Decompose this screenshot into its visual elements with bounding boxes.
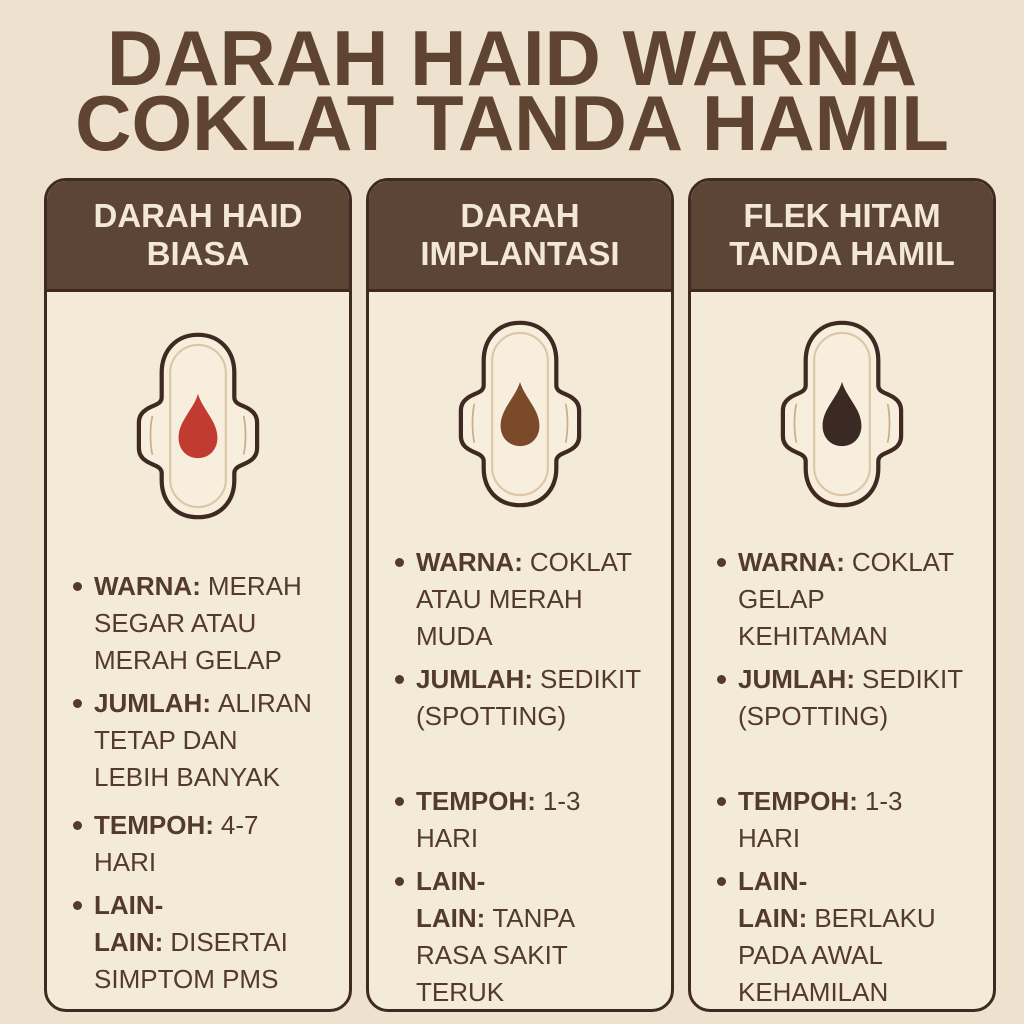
bullet-label: TEMPOH: [416,786,536,816]
pad-illustration [369,292,671,530]
bullet-label: WARNA: [94,571,201,601]
bullet-label: LAIN-LAIN: [416,866,486,933]
bullet-dot [395,558,404,567]
bullet-text [738,544,963,655]
list-item-warna [395,544,641,661]
card-header [47,181,349,292]
bullet-text [416,544,641,655]
bullet-label: WARNA: [738,547,845,577]
bullet-label: LAIN-LAIN: [738,866,808,933]
bullet-text [94,887,317,998]
card-header [369,181,671,292]
list-item-tempoh [73,807,317,887]
bullet-text [416,661,641,735]
bullet-value: 4-7 HARI [94,810,259,877]
page-title [0,0,1024,167]
list-item-jumlah [395,661,641,783]
card-title-line-2: TANDA HAMIL [729,235,955,272]
bullet-value: MERAH SEGAR ATAU MERAH GELAP [94,571,302,675]
bullet-value: ALIRAN TETAP DAN LEBIH BANYAK [94,688,312,792]
page-title-line-2: COKLAT TANDA HAMIL [75,79,949,167]
list-item-warna [73,568,317,685]
card-title-line-1: DARAH [460,197,580,234]
bullet-label: JUMLAH: [416,664,533,694]
bullet-value: SEDIKIT (SPOTTING) [416,664,641,731]
list-item-jumlah [73,685,317,807]
card-title-line-1: DARAH HAID [93,197,303,234]
bullet-text [738,661,963,735]
bullet-dot [717,877,726,886]
bullet-text [738,783,963,857]
card-header [691,181,993,292]
card-title-line-2: BIASA [146,235,250,272]
bullet-dot [73,582,82,591]
bullet-dot [395,877,404,886]
list-item-lain-lain [395,863,641,1011]
card-flek-hitam-tanda-hamil [688,178,996,1012]
bullet-text [94,685,317,796]
list-item-warna [717,544,963,661]
bullet-value: DISERTAI SIMPTOM PMS [94,927,288,994]
card-title-line-2: IMPLANTASI [420,235,620,272]
bullet-label: JUMLAH: [94,688,211,718]
bullet-dot [73,821,82,830]
card-title-line-1: FLEK HITAM [743,197,941,234]
list-item-lain-lain [73,887,317,998]
bullet-value: SEDIKIT (SPOTTING) [738,664,963,731]
bullet-dot [717,675,726,684]
bullet-value: BERLAKU PADA AWAL KEHAMILAN [738,903,936,1007]
list-item-tempoh [395,783,641,863]
bullet-list [691,530,993,1011]
pad-illustration [47,292,349,554]
sanitary-pad-icon [122,310,274,542]
bullet-label: JUMLAH: [738,664,855,694]
bullet-value: COKLAT ATAU MERAH MUDA [416,547,632,651]
pad-illustration [691,292,993,530]
bullet-value: 1-3 HARI [416,786,581,853]
bullet-text [94,807,317,881]
bullet-label: TEMPOH: [738,786,858,816]
bullet-label: WARNA: [416,547,523,577]
list-item-jumlah [717,661,963,783]
bullet-dot [717,797,726,806]
bullet-label: TEMPOH: [94,810,214,840]
list-item-tempoh [717,783,963,863]
sanitary-pad-icon [766,298,918,530]
bullet-label: LAIN-LAIN: [94,890,164,957]
bullet-list [369,530,671,1011]
bullet-dot [73,699,82,708]
bullet-value: TANPA RASA SAKIT TERUK [416,903,574,1007]
card-darah-implantasi [366,178,674,1012]
bullet-dot [73,901,82,910]
list-item-lain-lain [717,863,963,1011]
bullet-dot [395,797,404,806]
bullet-text [416,783,641,857]
card-darah-haid-biasa [44,178,352,1012]
bullet-value: COKLAT GELAP KEHITAMAN [738,547,954,651]
bullet-value: 1-3 HARI [738,786,903,853]
bullet-text [416,863,641,1011]
bullet-dot [395,675,404,684]
page-title-line-1: DARAH HAID WARNA [106,14,918,102]
bullet-dot [717,558,726,567]
bullet-text [94,568,317,679]
comparison-cards-row [44,178,996,1012]
bullet-text [738,863,963,1011]
bullet-list [47,554,349,998]
sanitary-pad-icon [444,298,596,530]
